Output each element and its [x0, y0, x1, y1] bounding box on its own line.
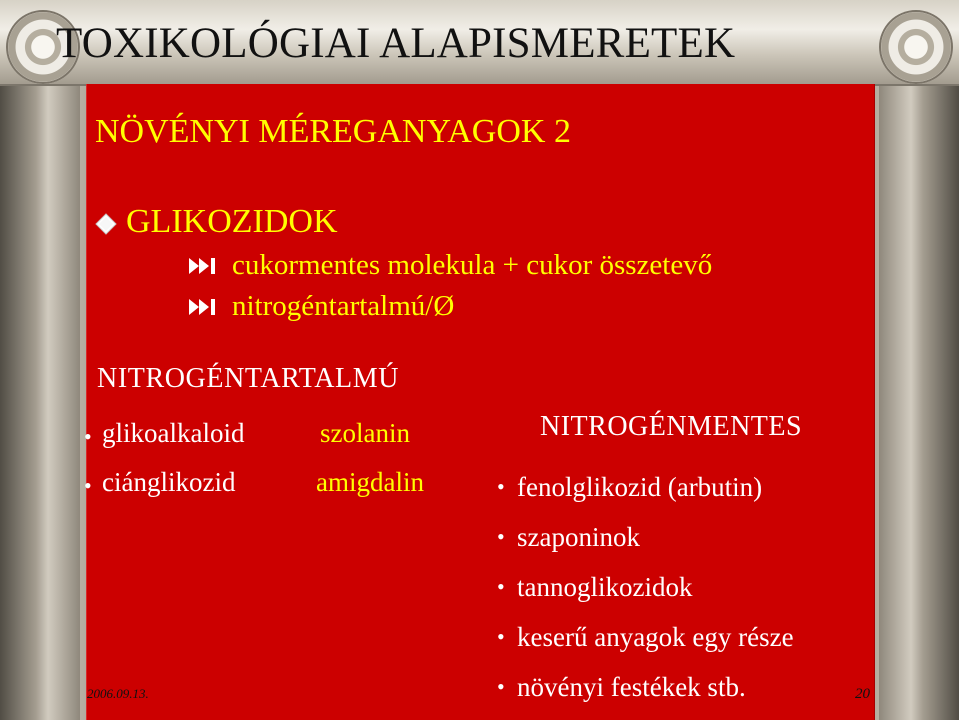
- footer-date: 2006.09.13.: [87, 686, 149, 701]
- diamond-icon: [95, 213, 117, 235]
- double-play-icon: [189, 297, 218, 317]
- section-subitem: [189, 290, 455, 323]
- nitrogen-containing-heading: NITROGÉNTARTALMÚ: [97, 363, 400, 394]
- item-example: amigdalin: [316, 467, 424, 497]
- bullet: •: [84, 473, 92, 498]
- item-name: glikoalkaloid: [102, 418, 245, 448]
- item-example: szolanin: [320, 418, 410, 448]
- list-item: • keserű anyagok egy része: [497, 612, 937, 662]
- nitrogen-free-list: [497, 462, 937, 712]
- list-item: • fenolglikozid (arbutin): [497, 462, 937, 512]
- slide-title: TOXIKOLÓGIAI ALAPISMERETEK: [56, 20, 736, 67]
- bullet: •: [84, 424, 92, 449]
- subitem-text: cukormentes molekula + cukor összetevő: [232, 249, 713, 281]
- double-play-icon: [189, 256, 218, 276]
- section-heading: [98, 203, 338, 241]
- page-number: 20: [855, 686, 870, 702]
- list-item: • szaponinok: [497, 512, 937, 562]
- list-item: • növényi festékek stb.: [497, 662, 937, 712]
- left-column-decoration: [0, 0, 80, 720]
- slide-subtitle: NÖVÉNYI MÉREGANYAGOK 2: [95, 113, 571, 150]
- nitrogen-free-heading: NITROGÉNMENTES: [540, 411, 803, 442]
- list-item: • tannoglikozidok: [497, 562, 937, 612]
- item-name: ciánglikozid: [102, 467, 236, 497]
- section-label: GLIKOZIDOK: [126, 203, 338, 240]
- subitem-text: nitrogéntartalmú/Ø: [232, 290, 455, 322]
- section-subitem: [189, 249, 713, 282]
